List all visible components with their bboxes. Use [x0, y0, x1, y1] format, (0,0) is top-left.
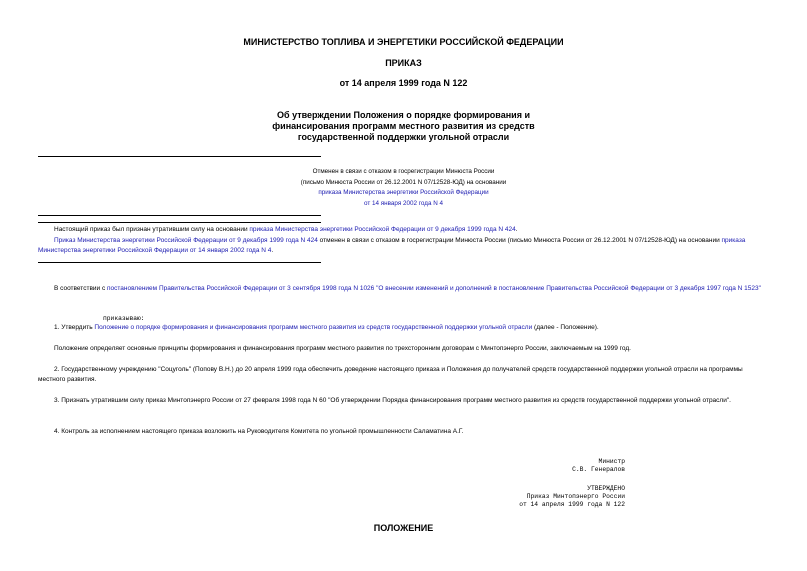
revocation-link-1[interactable]: приказа Министерства энергетики Российской Федерации: [318, 189, 489, 196]
approval-line-1: УТВЕРЖДЕНО: [587, 485, 625, 492]
decree-link[interactable]: постановлением Правительства Российской Федерации от 3 сентября 1998 года N 1026 "О внесении изменений и дополнений в постановление Правительства Российской Федерации от 3 декабря 1997 года N 1523": [107, 285, 761, 292]
signature-name: С.В. Генералов: [572, 466, 625, 473]
signature-position: Министр: [598, 458, 625, 465]
status-link-1[interactable]: приказа Министерства энергетики Российской Федерации от 9 декабря 1999 года N 424: [249, 226, 516, 233]
revocation-link-2[interactable]: от 14 января 2002 года N 4: [363, 199, 443, 207]
approval-line-3: от 14 апреля 1999 года N 122: [519, 501, 625, 508]
status-paragraph-2: Приказ Министерства энергетики Российской Федерации от 9 декабря 1999 года N 424 отменен в связи с отказом в госрегистрации Минюста России (письмо Минюста России от 26.12.2001 N 07/12528-ЮД) на основании приказа Министерства энергетики Российской Федерации от 14 января 2002 года N 4.: [38, 237, 746, 254]
item-3: 3. Признать утратившим силу приказ Минтопэнерго России от 27 февраля 1998 года N 60 "Об утверждении Порядка финансирования программ местного развития из средств государственной поддержки угольной отрасли".: [54, 397, 731, 404]
divider: [38, 222, 321, 223]
divider: [38, 156, 321, 157]
title-line-1: Об утверждении Положения о порядке формирования и: [277, 110, 530, 120]
divider: [38, 215, 321, 216]
doc-type-heading: ПРИКАЗ: [385, 58, 422, 68]
intro-paragraph: В соответствии с постановлением Правительства Российской Федерации от 3 сентября 1998 года N 1026 "О внесении изменений и дополнений в постановление Правительства Российской Федерации от 3 декабря 1997 года N 1523": [54, 285, 761, 292]
item-1: 1. Утвердить Положение о порядке формирования и финансирования программ местного развития из средств государственной поддержки угольной отрасли (далее - Положение).: [54, 324, 599, 331]
approval-block: [480, 485, 625, 509]
status-paragraph-1: Настоящий приказ был признан утратившим силу на основании приказа Министерства энергетики Российской Федерации от 9 декабря 1999 года N 424.: [54, 226, 518, 233]
definition-paragraph: Положение определяет основные принципы формирования и финансирования программ местного развития по трехсторонним договорам с Минтопэнерго России, заключаемым на 1999 год.: [54, 345, 631, 352]
revocation-line-2: (письмо Минюста России от 26.12.2001 N 07/12528-ЮД) на основании: [300, 178, 507, 186]
date-number-heading: от 14 апреля 1999 года N 122: [339, 78, 468, 88]
approval-line-2: Приказ Минтопэнерго России: [526, 493, 625, 500]
item-4: 4. Контроль за исполнением настоящего приказа возложить на Руководителя Комитета по угольной промышленности Саламатина А.Г.: [54, 428, 464, 435]
document-title: [0, 110, 807, 143]
regulation-link[interactable]: Положение о порядке формирования и финансирования программ местного развития из средств государственной поддержки угольной отрасли: [94, 324, 533, 331]
title-line-3: государственной поддержки угольной отрасли: [297, 132, 510, 142]
revocation-note: [0, 167, 807, 209]
signature-block: [520, 458, 625, 474]
ministry-heading: МИНИСТЕРСТВО ТОПЛИВА И ЭНЕРГЕТИКИ РОССИЙСКОЙ ФЕДЕРАЦИИ: [243, 37, 564, 47]
title-line-2: финансирования программ местного развития из средств: [272, 121, 535, 131]
status-link-3[interactable]: приказа Министерства энергетики Российской Федерации от 14 января 2002 года N 4: [38, 237, 746, 254]
divider: [38, 262, 321, 263]
status-link-2[interactable]: Приказ Министерства энергетики Российской Федерации от 9 декабря 1999 года N 424: [54, 237, 318, 244]
regulation-heading: ПОЛОЖЕНИЕ: [373, 523, 434, 533]
item-2: 2. Государственному учреждению "Соцуголь" (Попову В.Н.) до 20 апреля 1999 года обеспечить доведение настоящего приказа и Положения до получателей средств государственной поддержки угольной отрасли на программы местного развития.: [38, 366, 743, 383]
prikazyvayu-text: приказываю:: [103, 315, 145, 322]
revocation-line-1: Отменен в связи с отказом в госрегистрации Минюста России: [312, 168, 495, 175]
